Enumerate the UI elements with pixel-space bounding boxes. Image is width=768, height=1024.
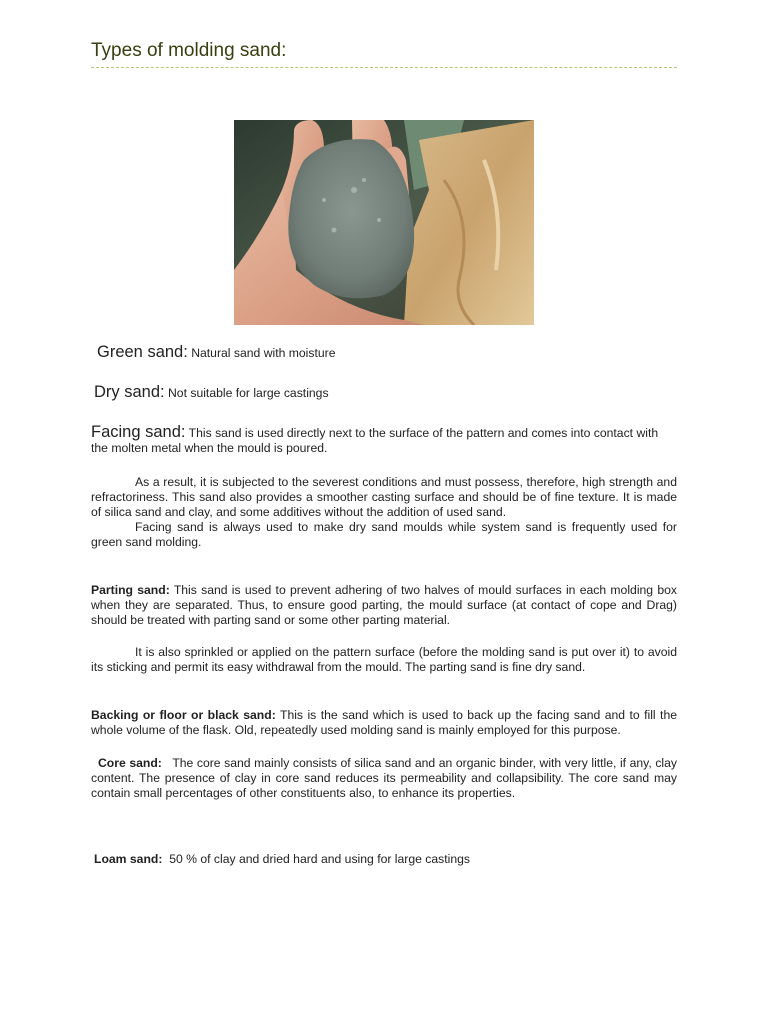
parting-sand-entry xyxy=(91,583,677,628)
core-sand-entry xyxy=(91,756,677,801)
backing-sand-entry xyxy=(91,708,677,738)
backing-sand-description: This is the sand which is used to back up the facing sand and to fill the whole volume of the flask. Old, repeatedly used molding sand is mainly employed for this purpose. xyxy=(91,708,677,737)
green-sand-entry xyxy=(97,345,677,361)
parting-sand-paragraph-1: It is also sprinkled or applied on the pattern surface (before the molding sand is put over it) to avoid its sticking and permit its easy withdrawal from the mould. The parting sand is fine dry sand. xyxy=(91,645,677,674)
page-title: Types of molding sand: xyxy=(91,40,287,61)
dry-sand-entry xyxy=(94,385,677,401)
facing-sand-description: This sand is used directly next to the surface of the pattern and comes into contact with the molten metal when the mould is poured. xyxy=(91,426,659,455)
facing-sand-entry xyxy=(91,425,677,456)
loam-sand-term: Loam sand: xyxy=(94,852,163,866)
title-divider xyxy=(91,67,677,68)
sand-photo-illustration xyxy=(234,120,534,325)
backing-sand-term: Backing or floor or black sand: xyxy=(91,708,276,722)
core-sand-term: Core sand: xyxy=(98,756,162,770)
loam-sand-entry xyxy=(94,852,677,867)
facing-sand-term: Facing sand: xyxy=(91,423,186,441)
facing-sand-paragraph-1: As a result, it is subjected to the severest conditions and must possess, therefore, high strength and refractoriness. This sand also provides a smoother casting surface and should be of fine texture. It is made of silica sand and clay, and some additives without the addition of used sand. xyxy=(91,475,677,519)
parting-sand-description: This sand is used to prevent adhering of two halves of mould surfaces in each molding box when they are separated. Thus, to ensure good parting, the mould surface (at contact of cope and Drag) should be treated with parting sand or some other parting material. xyxy=(91,583,677,627)
loam-sand-description: 50 % of clay and dried hard and using for large castings xyxy=(169,852,470,866)
hand-holding-molding-sand-photo xyxy=(234,120,534,325)
facing-sand-paragraph-2: Facing sand is always used to make dry sand moulds while system sand is frequently used for green sand molding. xyxy=(91,520,677,549)
dry-sand-description: Not suitable for large castings xyxy=(168,386,329,400)
green-sand-term: Green sand: xyxy=(97,343,188,361)
green-sand-description: Natural sand with moisture xyxy=(191,346,336,360)
parting-sand-term: Parting sand: xyxy=(91,583,170,597)
core-sand-description: The core sand mainly consists of silica sand and an organic binder, with very little, if any, clay content. The presence of clay in core sand reduces its permeability and collapsibility. The core sand may contain small percentages of other constituents also, to enhance its properties. xyxy=(91,756,677,800)
dry-sand-term: Dry sand: xyxy=(94,383,165,401)
